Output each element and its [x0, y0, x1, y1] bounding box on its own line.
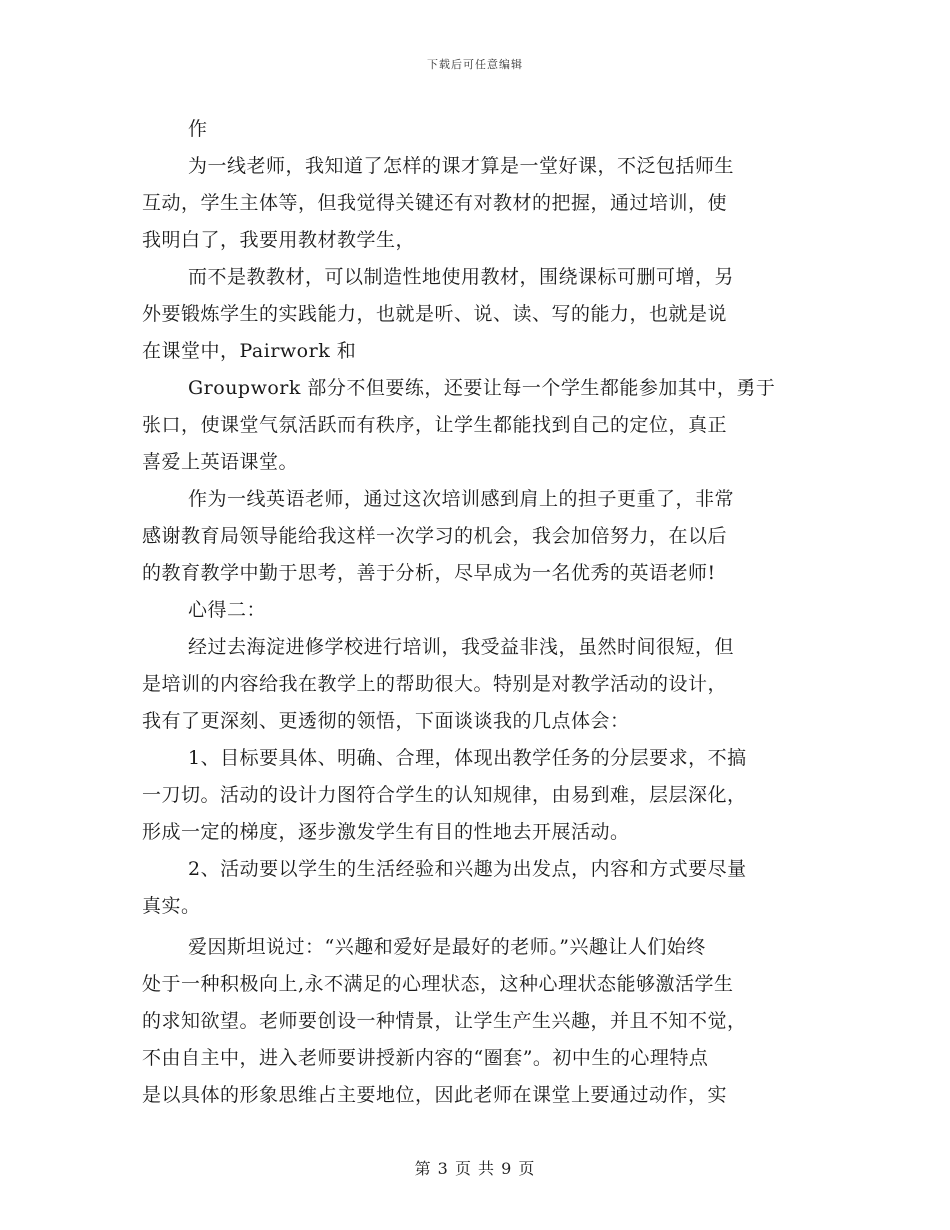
text-line: 经过去海淀进修学校进行培训，我受益非浅，虽然时间很短，但	[188, 636, 735, 658]
page-number: 第 3 页 共 9 页	[414, 1159, 536, 1178]
text-line: 互动，学生主体等，但我觉得关键还有对教材的把握，通过培训，使	[142, 192, 728, 214]
text-line: 我有了更深刻、更透彻的领悟，下面谈谈我的几点体会：	[142, 710, 630, 732]
header-note: 下载后可任意编辑	[427, 58, 523, 71]
text-line: 我明白了，我要用教材教学生，	[142, 229, 416, 251]
section-heading: 心得二：	[188, 599, 267, 621]
text-line: 为一线老师，我知道了怎样的课才算是一堂好课，不泛包括师生	[188, 155, 735, 177]
text-line: 爱因斯坦说过：“兴趣和爱好是最好的老师。”兴趣让人们始终	[188, 936, 706, 958]
text-line: 处于一种积极向上,永不满足的心理状态，这种心理状态能够激活学生	[142, 973, 734, 995]
text-line: 形成一定的梯度，逐步激发学生有目的性地去开展活动。	[142, 821, 630, 843]
text-line: 在课堂中，Pairwork 和	[142, 340, 357, 362]
text-line: 外要锻炼学生的实践能力，也就是听、说、读、写的能力，也就是说	[142, 303, 728, 325]
text-line: 张口，使课堂气氛活跃而有秩序，让学生都能找到自己的定位，真正	[142, 414, 728, 436]
text-line: 是培训的内容给我在教学上的帮助很大。特别是对教学活动的设计，	[142, 673, 728, 695]
text-line: Groupwork 部分不但要练，还要让每一个学生都能参加其中，勇于	[188, 377, 776, 399]
text-line: 的求知欲望。老师要创设一种情景，让学生产生兴趣，并且不知不觉，	[142, 1010, 747, 1032]
text-line: 感谢教育局领导能给我这样一次学习的机会，我会加倍努力，在以后	[142, 525, 728, 547]
text-line: 2、活动要以学生的生活经验和兴趣为出发点，内容和方式要尽量	[188, 858, 747, 880]
text-line: 作	[188, 118, 208, 140]
text-line: 1、目标要具体、明确、合理，体现出教学任务的分层要求，不搞	[188, 747, 747, 769]
text-line: 喜爱上英语课堂。	[142, 451, 299, 473]
text-line: 作为一线英语老师，通过这次培训感到肩上的担子更重了，非常	[188, 488, 735, 510]
text-line: 而不是教教材，可以制造性地使用教材，围绕课标可删可增，另	[188, 266, 735, 288]
text-line: 不由自主中，进入老师要讲授新内容的“圈套”。初中生的心理特点	[142, 1047, 709, 1069]
body-text	[142, 111, 810, 1114]
text-line: 的教育教学中勤于思考，善于分析，尽早成为一名优秀的英语老师!	[142, 562, 716, 584]
text-line: 是以具体的形象思维占主要地位，因此老师在课堂上要通过动作，实	[142, 1084, 728, 1106]
text-line: 真实。	[142, 895, 201, 917]
text-line: 一刀切。活动的设计力图符合学生的认知规律，由易到难，层层深化，	[142, 784, 747, 806]
